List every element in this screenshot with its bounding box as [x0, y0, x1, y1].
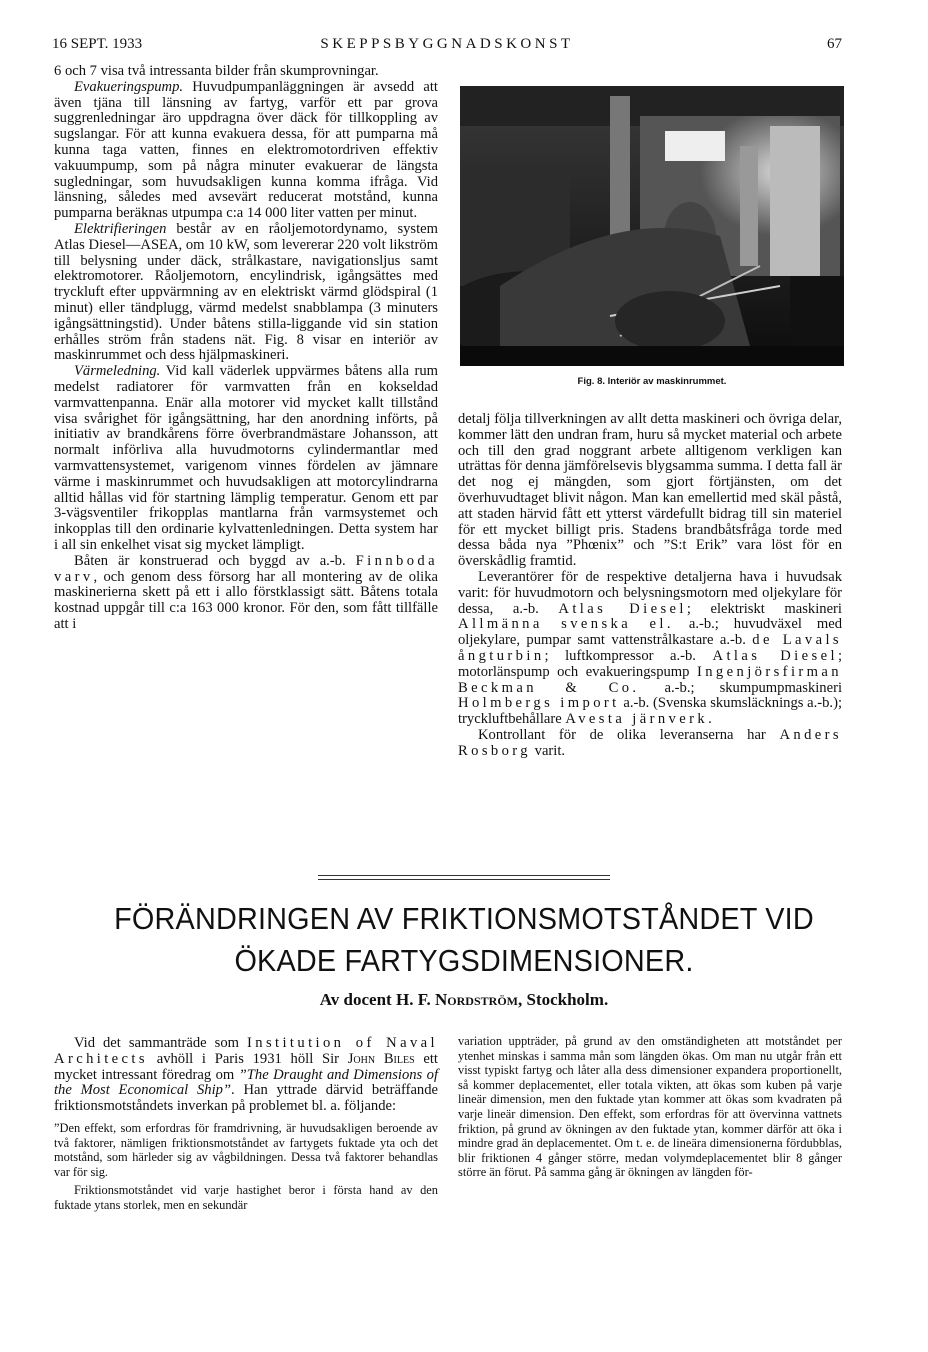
text-run: Av docent H. F.	[319, 990, 436, 1009]
figure-caption: Fig. 8. Interiör av maskinrummet.	[577, 376, 727, 387]
paragraph-text: Vid kall väderlek uppvärmes båtens alla rum medelst radiatorer för varmvatten från en kokseldad varmvattenpanna. Enär alla motorer vid mycket kallt tillstånd visa svårighet för igångsättning, har den anordning införts, på initiativ av brandkårens förre överbrandmästare Johansson, att normalt införliva alla huvudmotorns cylindermantlar med varmvattensystemet, varigenom vinnes fördelen av jämnare värme i maskinrummet och huvudsakligen att motorcylindrarna alltid hållas vid för startning lämplig temperatur. Genom ett par 3-vägsventiler frikopplas mantlarna från varmsystemet och inkopplas till den ordinarie kylvattenledningen. Detta system har i all sin enkelhet visat sig mycket lämpligt.	[54, 363, 438, 553]
running-head	[52, 36, 842, 58]
section-divider	[318, 875, 610, 880]
page-number: 67	[827, 36, 842, 52]
article-title-line: FÖRÄNDRINGEN AV FRIKTIONSMOTSTÅNDET VID	[114, 901, 814, 936]
text-run: a.-b. (Svenska skumsläcknings a.-b.); tryckluftbehållare	[458, 695, 842, 728]
text-run: . Han yttrade därvid beträffande friktionsmotståndets inverkan på problemet bl. a. följande:	[54, 1082, 438, 1115]
text-run: varit.	[531, 742, 566, 759]
column-lower-left	[54, 1036, 438, 1213]
lecture-title: ”The Draught and Dimensions of the Most Economical Ship”	[54, 1066, 438, 1099]
paragraph: 6 och 7 visa två intressanta bilder från skumprovningar.	[54, 63, 379, 79]
paragraph-evakueringspump	[54, 80, 438, 222]
article-title-line: ÖKADE FARTYGSDIMENSIONER.	[234, 943, 694, 978]
spaced-name: Allmänna svenska el.	[458, 616, 674, 633]
quotation-paragraph: variation uppträder, på grund av den omständigheten att motståndet per ytenhet minskas i samma mån som längden ökas. Om man nu utgår från ett visst typiskt fartyg och låter alla dess dimensioner expandera proportionellt, så kommer deplacementet, eller totala vikten, att ökas som kuben på varje lineär dimension, men den fuktade ytan kommer att ökas som kvadraten på varje lineär dimension. Den effekt, som erfordras för att övervinna vattnets friktion, på grund av ökningen av den fuktade ytan, kommer därför att öka i mindre grad än deplacementet. Om t. e. de lineära dimensionerna fördubblas, blir friktionen 4 gånger större, medan volymdeplacementet blir 8 gånger större än förut. På samma gång är ökningen av längden för-	[458, 1034, 842, 1180]
run-in-heading: Elektrifieringen	[74, 220, 167, 237]
spaced-name: de Lavals ångturbin	[458, 632, 842, 664]
text-run: Vid det sammanträde som	[74, 1035, 247, 1051]
spaced-name: Ingenjörsfirman Beckman & Co.	[458, 663, 842, 696]
spaced-name: Atlas Diesel	[712, 647, 838, 664]
text-run: a.-b.; skumpumpmaskineri	[639, 679, 842, 696]
paragraph-text: Huvudpumpanläggningen är avsedd att även tjäna till länsning av fartyg, varför ett par grova suggrenledningar äro uppdragna över däck för tillkoppling av sugslangar. För att kunna evakuera dessa, för att pumparna må kunna taga vatten, finnes en elektromotordriven effektiv vakuumpump, som på några minuter evakuerar de längsta sugledningar, som huvudsakligen kunna komma ifråga. Vid länsning, således med avsevärt reducerat motstånd, kunna pumparna beräknas utpumpa c:a 14 000 liter vatten per minut.	[54, 78, 438, 222]
journal-title: SKEPPSBYGGNADSKONST	[320, 36, 574, 52]
person-name: John Biles	[347, 1050, 415, 1067]
text-run: .	[708, 711, 712, 728]
text-run: ; motorlänspump och evakueringspump	[458, 647, 842, 680]
spaced-name: Institution of Naval Architects	[54, 1035, 438, 1067]
article-title	[70, 898, 859, 982]
text-run: ; elektriskt maskineri	[686, 600, 842, 617]
run-in-heading: Evakueringspump.	[74, 78, 184, 95]
text-run: , Stockholm.	[517, 990, 609, 1009]
engine-room-photo	[460, 86, 844, 366]
column-lower-right	[458, 1034, 842, 1180]
spaced-name: Atlas Diesel	[558, 600, 687, 617]
spaced-name: Finnboda varv	[54, 552, 438, 585]
paragraph-text: består av en råoljemotordynamo, system Atlas Diesel—ASEA, om 10 kW, som levererar 220 volt likström till belysning under däck, strålkastare, navigationsljus samt elektromotorer. Råoljemotorn, encylindrisk, igångsättes med tryckluft efter uppvärmning av en elektriskt värmd glödspiral (1 minut) eller tändplugg, värmd medelst snabblampa (3 minuters igångsättningstid). Under båtens stilla-liggande vid sin station erhålles ström från stadens nät. Fig. 8 visar en interiör av maskinrummet och dess hjälpmaskineri.	[54, 220, 438, 364]
text-run: avhöll i Paris 1931 höll Sir	[147, 1050, 348, 1067]
spaced-name: Anders Rosborg	[458, 726, 842, 759]
spaced-name: Avesta järnverk	[565, 711, 709, 728]
run-in-heading: Värmeledning.	[74, 363, 161, 380]
quotation-paragraph: ”Den effekt, som erfordras för framdrivning, är huvudsakligen beroende av två faktorer, nämligen friktionsmotståndet av fartygets fuktade yta och det motstånd, som härleder sig av vågbildningen. Dessa två faktorer behandlas var för sig.	[54, 1120, 438, 1179]
engine-room-photo-icon	[460, 86, 844, 366]
paragraph-elektrifieringen	[54, 222, 438, 364]
paragraph-kontrollant	[458, 728, 842, 760]
text-run: Båten är konstruerad och byggd av a.-b.	[74, 552, 356, 569]
issue-date: 16 SEPT. 1933	[52, 36, 143, 52]
text-run: , och genom dess försorg har all montering av de olika maskinerierna skett på ett i allo förstklassigt sätt. Båtens totala kostnad uppgår till c:a 163 000 kronor. För den, som fått tillfälle att i	[54, 568, 438, 632]
paragraph-varmeledning	[54, 364, 438, 554]
paragraph-intro	[54, 1036, 438, 1115]
paragraph-baten	[54, 554, 438, 633]
text-run: ; luftkompressor a.-b.	[544, 647, 713, 664]
article-byline	[40, 990, 888, 1010]
text-run: a.-b.; huvudväxel med oljekylare, pumpar samt vattenstrålkastare a.-b.	[458, 616, 842, 649]
spaced-name: Holmbergs import	[458, 695, 620, 712]
column-upper-right	[458, 412, 842, 760]
quotation-paragraph: Friktionsmotståndet vid varje hastighet beror i första hand av den fuktade ytans storlek, men en sekundär	[54, 1183, 438, 1212]
column-upper-left	[54, 64, 438, 633]
author-name: Nordström	[435, 990, 518, 1009]
paragraph-leverantorer	[458, 570, 842, 728]
text-run: ett mycket intressant föredrag om	[54, 1050, 438, 1083]
text-run: Leverantörer för de respektive detaljerna hava i huvudsak varit: för huvudmotorn och belysningsmotorn med oljekylare för dessa, a.-b.	[458, 568, 842, 617]
text-run: Kontrollant för de olika leveranserna har	[478, 726, 780, 743]
paragraph: detalj följa tillverkningen av allt detta maskineri och övriga delar, kommer lätt den undran fram, huru så mycket material och arbete och till den grad noggrant arbete alltigenom verkligen kan uträttas för denna jämförelsevis blygsamma summa. I detta fall är det nog ej mängden, som gjort förtjänsten, om det överhuvudtaget blivit någon. Man kan emellertid med skäl påstå, att staden härvid fått ett ytterst värdefullt bidrag till sin materiel för ett mycket billigt pris. Stadens brandbåtsfråga torde med dessa båda nya ”Phœnix” och ”S:t Erik” vara löst för en överskådlig framtid.	[458, 411, 842, 570]
